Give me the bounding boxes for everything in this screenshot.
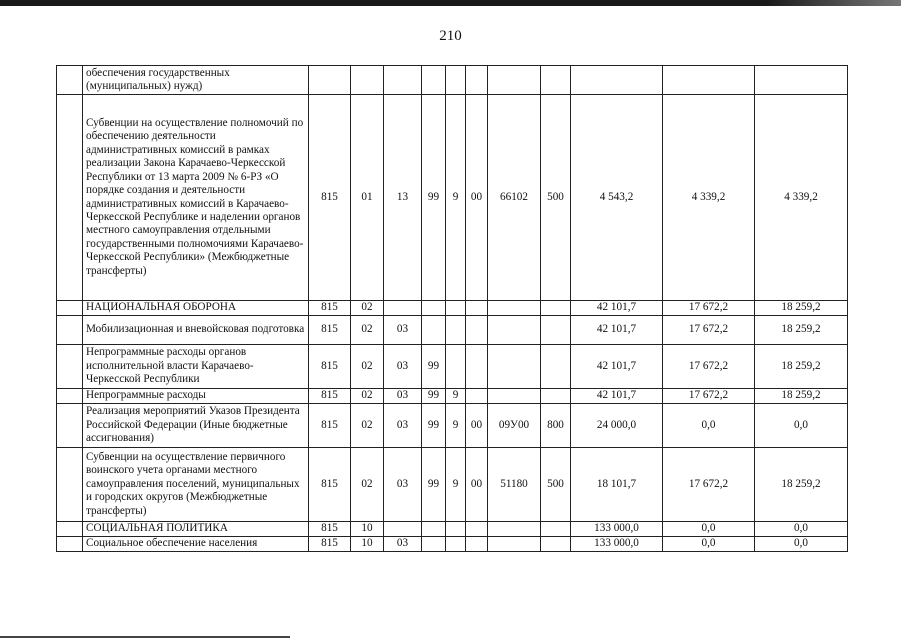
amount-year-2 (663, 66, 755, 95)
table-row (57, 66, 848, 95)
code-expense-type (541, 389, 571, 404)
row-marker-cell (57, 66, 83, 95)
budget-table (56, 65, 848, 552)
table-row (57, 345, 848, 389)
row-marker-cell (57, 537, 83, 552)
code-section: 02 (351, 404, 384, 448)
code-expense-type: 500 (541, 95, 571, 301)
code-program: 99 (422, 389, 446, 404)
amount-year-1: 133 000,0 (571, 522, 663, 537)
code-program (422, 66, 446, 95)
table-row (57, 301, 848, 316)
amount-year-3: 18 259,2 (755, 316, 848, 345)
code-event (466, 537, 488, 552)
expense-name: обеспечения государственных (муниципальных) нужд) (83, 66, 309, 95)
amount-year-1: 4 543,2 (571, 95, 663, 301)
code-subprogram (446, 301, 466, 316)
amount-year-1: 133 000,0 (571, 537, 663, 552)
code-subsection: 03 (384, 389, 422, 404)
expense-name: СОЦИАЛЬНАЯ ПОЛИТИКА (83, 522, 309, 537)
amount-year-2: 17 672,2 (663, 301, 755, 316)
row-marker-cell (57, 301, 83, 316)
code-program (422, 522, 446, 537)
code-expense-type (541, 537, 571, 552)
amount-year-2: 0,0 (663, 522, 755, 537)
code-direction (488, 345, 541, 389)
code-subprogram: 9 (446, 95, 466, 301)
code-subsection (384, 301, 422, 316)
code-section: 01 (351, 95, 384, 301)
row-marker-cell (57, 522, 83, 537)
amount-year-3: 0,0 (755, 537, 848, 552)
expense-name: Субвенции на осуществление полномочий по обеспечению деятельности административных комиссий в рамках реализации Закона Карачаево-Черкесской Республики от 13 марта 2009 № 6-РЗ «О порядке создания и деятельности административных комиссий в Карачаево-Черкесской Республике и наделении органов местного самоуправления отдельными государственными полномочиями Карачаево-Черкесской Республики» (Межбюджетные трансферты) (83, 95, 309, 301)
amount-year-3: 18 259,2 (755, 301, 848, 316)
amount-year-2: 17 672,2 (663, 316, 755, 345)
code-event (466, 66, 488, 95)
code-expense-type (541, 66, 571, 95)
code-admin: 815 (309, 389, 351, 404)
amount-year-2: 0,0 (663, 404, 755, 448)
code-section: 02 (351, 389, 384, 404)
amount-year-1: 42 101,7 (571, 316, 663, 345)
table-row (57, 448, 848, 522)
amount-year-2: 17 672,2 (663, 345, 755, 389)
code-event (466, 301, 488, 316)
code-subprogram (446, 522, 466, 537)
code-direction (488, 66, 541, 95)
code-section: 10 (351, 537, 384, 552)
code-expense-type: 500 (541, 448, 571, 522)
row-marker-cell (57, 95, 83, 301)
amount-year-1 (571, 66, 663, 95)
code-expense-type (541, 345, 571, 389)
amount-year-1: 42 101,7 (571, 389, 663, 404)
code-direction: 51180 (488, 448, 541, 522)
code-subsection: 03 (384, 345, 422, 389)
code-subprogram (446, 66, 466, 95)
code-admin: 815 (309, 316, 351, 345)
code-event (466, 522, 488, 537)
table-body (57, 66, 848, 552)
code-direction (488, 522, 541, 537)
code-subprogram (446, 345, 466, 389)
code-event: 00 (466, 95, 488, 301)
expense-name: Субвенции на осуществление первичного воинского учета органами местного самоуправления поселений, муниципальных и городских округов (Межбюджетные трансферты) (83, 448, 309, 522)
amount-year-3: 18 259,2 (755, 389, 848, 404)
row-marker-cell (57, 316, 83, 345)
code-subsection: 03 (384, 316, 422, 345)
code-admin: 815 (309, 537, 351, 552)
code-expense-type (541, 316, 571, 345)
amount-year-3: 0,0 (755, 522, 848, 537)
code-admin: 815 (309, 345, 351, 389)
scan-bottom-edge (0, 636, 290, 638)
code-section (351, 66, 384, 95)
amount-year-3 (755, 66, 848, 95)
code-direction (488, 301, 541, 316)
amount-year-3: 4 339,2 (755, 95, 848, 301)
code-event (466, 389, 488, 404)
row-marker-cell (57, 389, 83, 404)
code-subsection: 03 (384, 404, 422, 448)
code-admin: 815 (309, 404, 351, 448)
code-direction (488, 389, 541, 404)
code-direction: 09У00 (488, 404, 541, 448)
code-subprogram (446, 316, 466, 345)
amount-year-3: 18 259,2 (755, 448, 848, 522)
amount-year-2: 0,0 (663, 537, 755, 552)
expense-name: Непрограммные расходы (83, 389, 309, 404)
row-marker-cell (57, 448, 83, 522)
code-subsection: 03 (384, 448, 422, 522)
code-subsection: 13 (384, 95, 422, 301)
code-program: 99 (422, 95, 446, 301)
expense-name: Непрограммные расходы органов исполнительной власти Карачаево-Черкесской Республики (83, 345, 309, 389)
code-subsection (384, 66, 422, 95)
code-program (422, 537, 446, 552)
code-direction: 66102 (488, 95, 541, 301)
code-section: 02 (351, 301, 384, 316)
expense-name: НАЦИОНАЛЬНАЯ ОБОРОНА (83, 301, 309, 316)
amount-year-3: 0,0 (755, 404, 848, 448)
code-event (466, 345, 488, 389)
code-subsection (384, 522, 422, 537)
amount-year-1: 42 101,7 (571, 345, 663, 389)
amount-year-1: 18 101,7 (571, 448, 663, 522)
table-row (57, 389, 848, 404)
code-section: 10 (351, 522, 384, 537)
code-admin (309, 66, 351, 95)
expense-name: Мобилизационная и вневойсковая подготовка (83, 316, 309, 345)
amount-year-2: 17 672,2 (663, 448, 755, 522)
code-subprogram: 9 (446, 448, 466, 522)
code-event: 00 (466, 448, 488, 522)
code-admin: 815 (309, 522, 351, 537)
code-admin: 815 (309, 95, 351, 301)
table-row (57, 316, 848, 345)
code-program: 99 (422, 404, 446, 448)
amount-year-1: 24 000,0 (571, 404, 663, 448)
code-subprogram (446, 537, 466, 552)
code-section: 02 (351, 345, 384, 389)
scan-top-edge (0, 0, 901, 6)
table-row (57, 404, 848, 448)
code-expense-type (541, 301, 571, 316)
code-section: 02 (351, 448, 384, 522)
expense-name: Социальное обеспечение населения (83, 537, 309, 552)
code-program: 99 (422, 345, 446, 389)
code-program: 99 (422, 448, 446, 522)
code-subprogram: 9 (446, 389, 466, 404)
code-expense-type: 800 (541, 404, 571, 448)
code-event: 00 (466, 404, 488, 448)
table-row (57, 522, 848, 537)
code-admin: 815 (309, 301, 351, 316)
expense-name: Реализация мероприятий Указов Президента Российской Федерации (Иные бюджетные ассигнования) (83, 404, 309, 448)
table-row (57, 95, 848, 301)
code-section: 02 (351, 316, 384, 345)
code-direction (488, 537, 541, 552)
code-program (422, 316, 446, 345)
code-expense-type (541, 522, 571, 537)
code-subprogram: 9 (446, 404, 466, 448)
code-program (422, 301, 446, 316)
row-marker-cell (57, 404, 83, 448)
code-admin: 815 (309, 448, 351, 522)
amount-year-3: 18 259,2 (755, 345, 848, 389)
amount-year-1: 42 101,7 (571, 301, 663, 316)
code-event (466, 316, 488, 345)
code-subsection: 03 (384, 537, 422, 552)
table-row (57, 537, 848, 552)
code-direction (488, 316, 541, 345)
page-number: 210 (439, 28, 462, 44)
row-marker-cell (57, 345, 83, 389)
amount-year-2: 17 672,2 (663, 389, 755, 404)
amount-year-2: 4 339,2 (663, 95, 755, 301)
